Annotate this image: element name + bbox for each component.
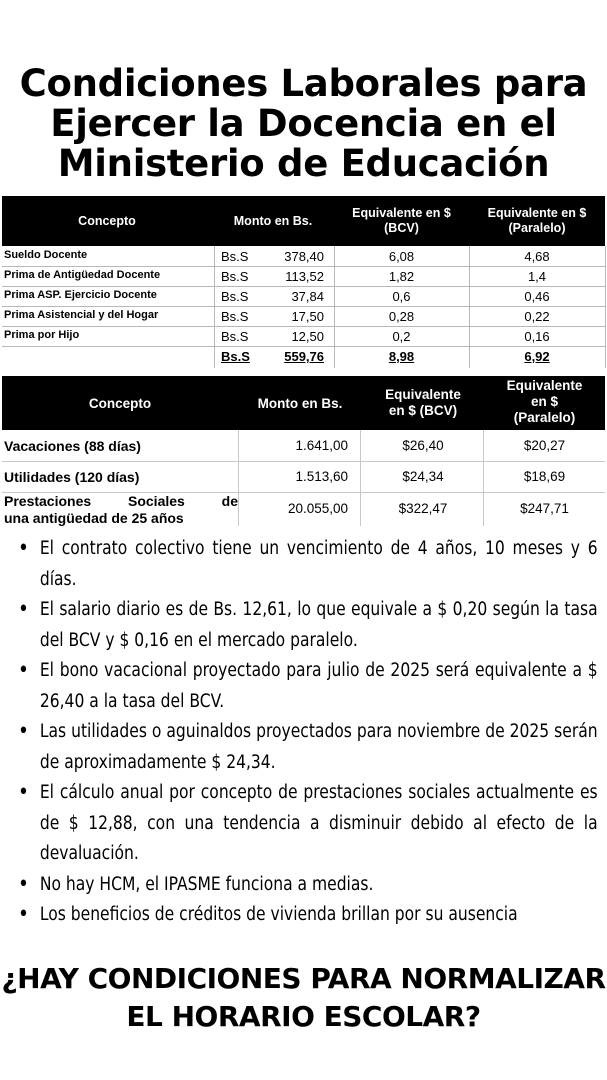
question-line-2: EL HORARIO ESCOLAR? [126, 1000, 481, 1033]
table1-row [2, 306, 605, 327]
table2-header-amount: Monto en Bs. [257, 396, 343, 411]
table2-row [2, 493, 605, 526]
title-line-1: Condiciones Laborales para [19, 62, 588, 105]
table2-bcv: $322,47 [398, 501, 448, 516]
table1-concept: Prima Asistencial y del Hogar [4, 309, 159, 321]
table2-bcv: $24,34 [402, 469, 444, 484]
table1-row [2, 286, 605, 307]
title-line-2: Ejercer la Docencia en el [50, 102, 557, 145]
table2-divider [2, 461, 605, 462]
table1-paralelo: 0,22 [524, 309, 550, 324]
table2-paralelo: $247,71 [520, 501, 569, 516]
table1-total-currency: Bs.S [221, 349, 250, 364]
table1-header [2, 196, 605, 246]
table1-total-amount: 559,76 [284, 349, 324, 364]
table1-paralelo: 1,4 [527, 269, 547, 284]
table1-row [2, 246, 605, 267]
table1-paralelo: 0,46 [524, 289, 550, 304]
table1-currency: Bs.S [221, 269, 249, 284]
title-line-3: Ministerio de Educación [57, 142, 550, 185]
table1-header-bcv-line2: (BCV) [384, 221, 419, 235]
table1-concept: Sueldo Docente [4, 249, 88, 261]
list-item: • El cálculo anual por concepto de prestaciones sociales actualmente es de $ 12,88, con una tendencia a disminuir debido al efecto de la devaluación. [18, 778, 598, 870]
table1-bcv: 6,08 [388, 249, 415, 264]
table2-header-par-line1: Equivalente [506, 378, 583, 393]
table1-amount: 17,50 [291, 309, 324, 324]
table2-header-par-line3: (Paralelo) [513, 410, 576, 425]
list-item: • El bono vacacional proyectado para julio de 2025 será equivalente a $ 26,40 a la tasa del BCV. [18, 656, 598, 717]
table2-paralelo: $20,27 [523, 438, 566, 453]
list-item: • No hay HCM, el IPASME funciona a medias. [18, 870, 598, 901]
table1-bcv: 0,6 [392, 289, 411, 304]
table1-bcv: 1,82 [388, 269, 415, 284]
table2-amount: 1.513,60 [295, 469, 348, 484]
table2-header-bcv-line1: Equivalente [385, 387, 461, 402]
table1-paralelo: 4,68 [524, 249, 550, 264]
table1-concept: Prima de Antigüedad Docente [4, 269, 161, 281]
table1-paralelo: 0,16 [524, 329, 550, 344]
closing-question [0, 960, 607, 1036]
table1-currency: Bs.S [221, 309, 249, 324]
table1-bcv: 0,28 [388, 309, 415, 324]
table1-amount: 37,84 [291, 289, 324, 304]
table1-concept: Prima por Hijo [4, 329, 80, 341]
table1-total-row [2, 346, 605, 366]
table1-header-bcv-line1: Equivalente en $ [352, 206, 451, 220]
table1-header-concept: Concepto [78, 214, 136, 228]
table1-header-paralelo [469, 206, 605, 236]
table2-header-concept: Concepto [88, 396, 152, 411]
table1-amount: 12,50 [291, 329, 324, 344]
list-item: • Las utilidades o aguinaldos proyectados para noviembre de 2025 serán de aproximadamente $ 24,34. [18, 717, 598, 778]
list-item: • El salario diario es de Bs. 12,61, lo que equivale a $ 0,20 según la tasa del BCV y $ 0,16 en el mercado paralelo. [18, 595, 598, 656]
list-item: • Los beneficios de créditos de vivienda brillan por su ausencia [18, 900, 598, 931]
bullet-list [18, 534, 598, 931]
table2-header-bcv-line2: en $ (BCV) [388, 403, 458, 418]
table1-row [2, 266, 605, 287]
table2-amount: 1.641,00 [295, 438, 348, 453]
question-line-1: ¿HAY CONDICIONES PARA NORMALIZAR [1, 962, 606, 995]
table2-header-bcv [362, 387, 484, 419]
table2-concept-line1: Prestaciones Sociales de [4, 493, 238, 509]
table2-concept-line2: una antigüedad de 25 años [4, 510, 184, 526]
table1-currency: Bs.S [221, 289, 249, 304]
table1-total-bcv: 8,98 [388, 349, 415, 364]
list-item: • El contrato colectivo tiene un vencimiento de 4 años, 10 meses y 6 días. [18, 534, 598, 595]
table2-header [2, 376, 605, 430]
table2-amount: 20.055,00 [287, 501, 348, 516]
table1-header-par-line2: (Paralelo) [508, 221, 566, 235]
table1-header-bcv [334, 206, 469, 236]
table1-total-paralelo: 6,92 [524, 349, 550, 364]
table2-paralelo: $18,69 [523, 469, 566, 484]
table1-currency: Bs.S [221, 249, 249, 264]
table1-bcv: 0,2 [392, 329, 411, 344]
table2-concept: Utilidades (120 días) [4, 469, 140, 485]
table1-concept: Prima ASP. Ejercicio Docente [4, 289, 157, 301]
table2-concept: Vacaciones (88 días) [4, 438, 141, 454]
table1-amount: 113,52 [285, 269, 324, 284]
table2-header-paralelo [484, 378, 605, 426]
table1-currency: Bs.S [221, 329, 249, 344]
table2-bcv: $26,40 [402, 438, 444, 453]
page-title [0, 64, 607, 184]
table1-divider [605, 246, 606, 368]
table1-row [2, 326, 605, 347]
table1-amount: 378,40 [284, 249, 324, 264]
table2-header-par-line2: en $ [530, 394, 558, 409]
table1-header-amount: Monto en Bs. [233, 214, 313, 228]
table1-header-par-line1: Equivalente en $ [487, 206, 587, 220]
